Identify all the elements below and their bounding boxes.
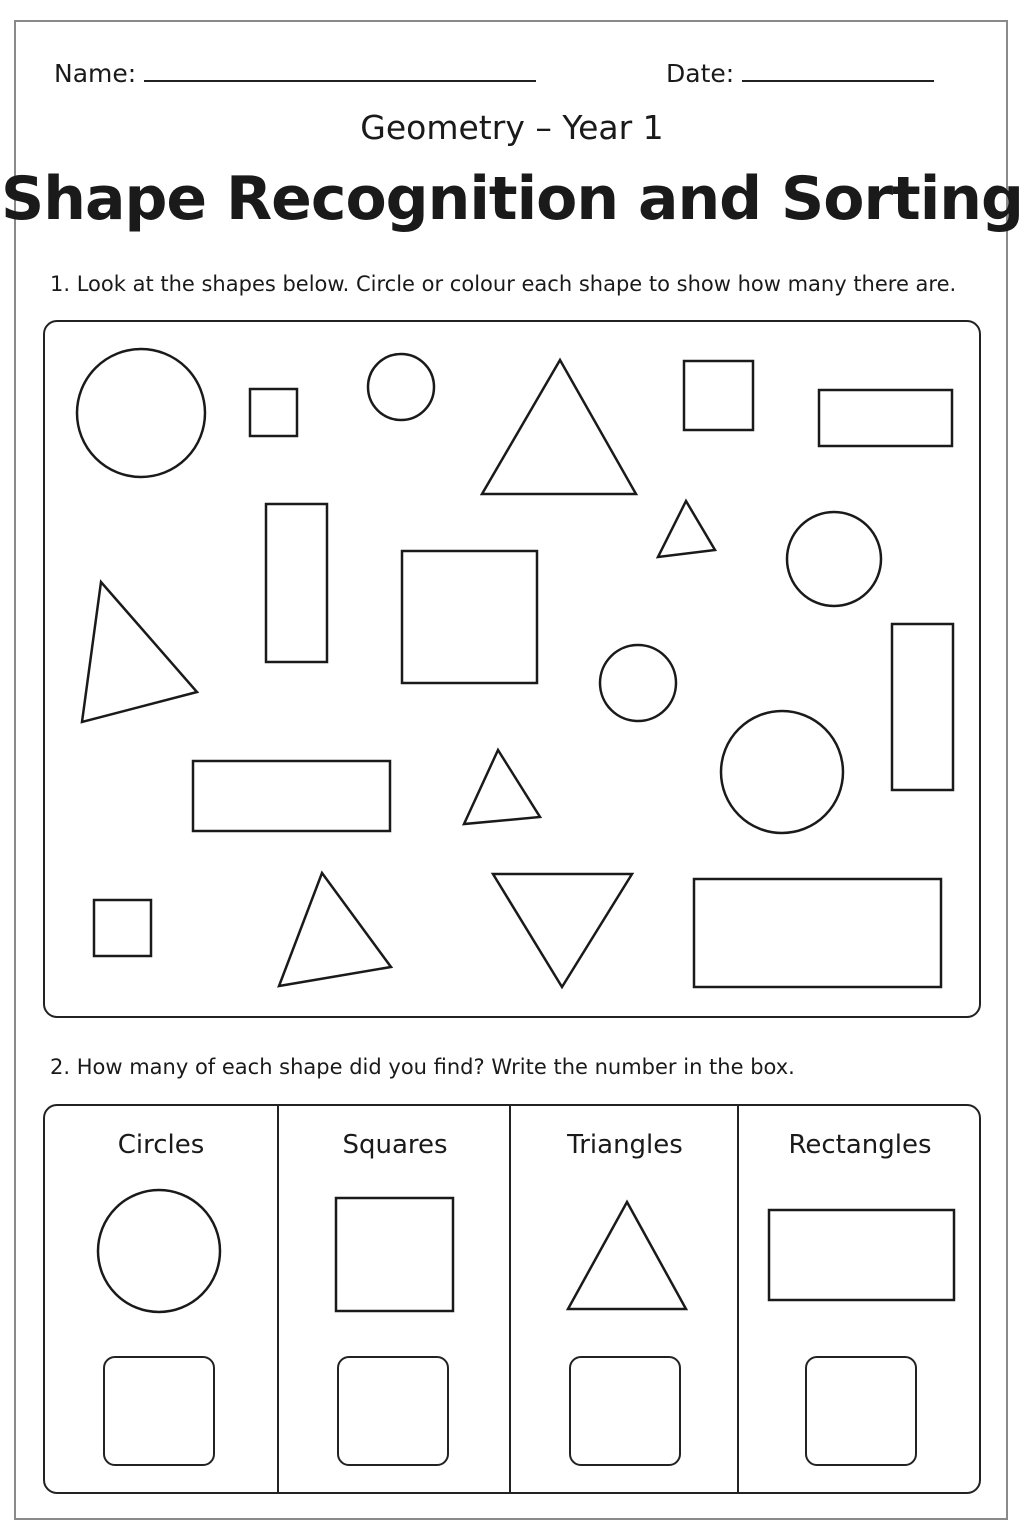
circle-shape[interactable] <box>600 645 676 721</box>
column-label-triangles: Triangles <box>567 1130 683 1160</box>
sort-column-triangles <box>509 1106 739 1492</box>
shape-field <box>43 320 981 1018</box>
triangle-shape[interactable] <box>82 582 197 722</box>
count-box-squares[interactable] <box>337 1356 449 1466</box>
circle-shape[interactable] <box>721 711 843 833</box>
worksheet-title: Shape Recognition and Sorting <box>1 164 1023 234</box>
count-box-rectangles[interactable] <box>805 1356 917 1466</box>
column-label-circles: Circles <box>117 1130 205 1160</box>
square-shape[interactable] <box>250 389 297 436</box>
sort-column-rectangles <box>737 1106 981 1492</box>
instruction-2: 2. How many of each shape did you find? Write the number in the box. <box>50 1055 795 1079</box>
column-label-squares: Squares <box>342 1130 448 1160</box>
circle-shape[interactable] <box>787 512 881 606</box>
rectangle-shape[interactable] <box>892 624 953 790</box>
column-label-rectangles: Rectangles <box>788 1130 932 1160</box>
shape-field-drawing <box>2 2 1024 1102</box>
triangle-shape[interactable] <box>464 750 540 824</box>
instruction-1: 1. Look at the shapes below. Circle or colour each shape to show how many there are. <box>50 272 957 296</box>
date-label: Date: <box>666 59 735 88</box>
square-shape[interactable] <box>94 900 151 956</box>
triangle-shape[interactable] <box>482 360 636 494</box>
square-shape[interactable] <box>684 361 753 430</box>
rectangle-shape[interactable] <box>819 390 952 446</box>
rectangle-shape[interactable] <box>266 504 327 662</box>
sorting-table <box>43 1104 981 1494</box>
sort-column-squares <box>277 1106 511 1492</box>
rectangle-shape[interactable] <box>193 761 390 831</box>
square-shape[interactable] <box>402 551 537 683</box>
triangle-shape[interactable] <box>658 501 715 557</box>
triangle-shape[interactable] <box>493 874 632 987</box>
circle-shape[interactable] <box>77 349 205 477</box>
count-box-circles[interactable] <box>103 1356 215 1466</box>
sort-column-circles <box>45 1106 277 1492</box>
rectangle-shape[interactable] <box>694 879 941 987</box>
triangle-shape[interactable] <box>279 873 391 986</box>
name-label: Name: <box>54 59 137 88</box>
circle-shape[interactable] <box>368 354 434 420</box>
count-box-triangles[interactable] <box>569 1356 681 1466</box>
worksheet-subtitle: Geometry – Year 1 <box>360 108 664 147</box>
